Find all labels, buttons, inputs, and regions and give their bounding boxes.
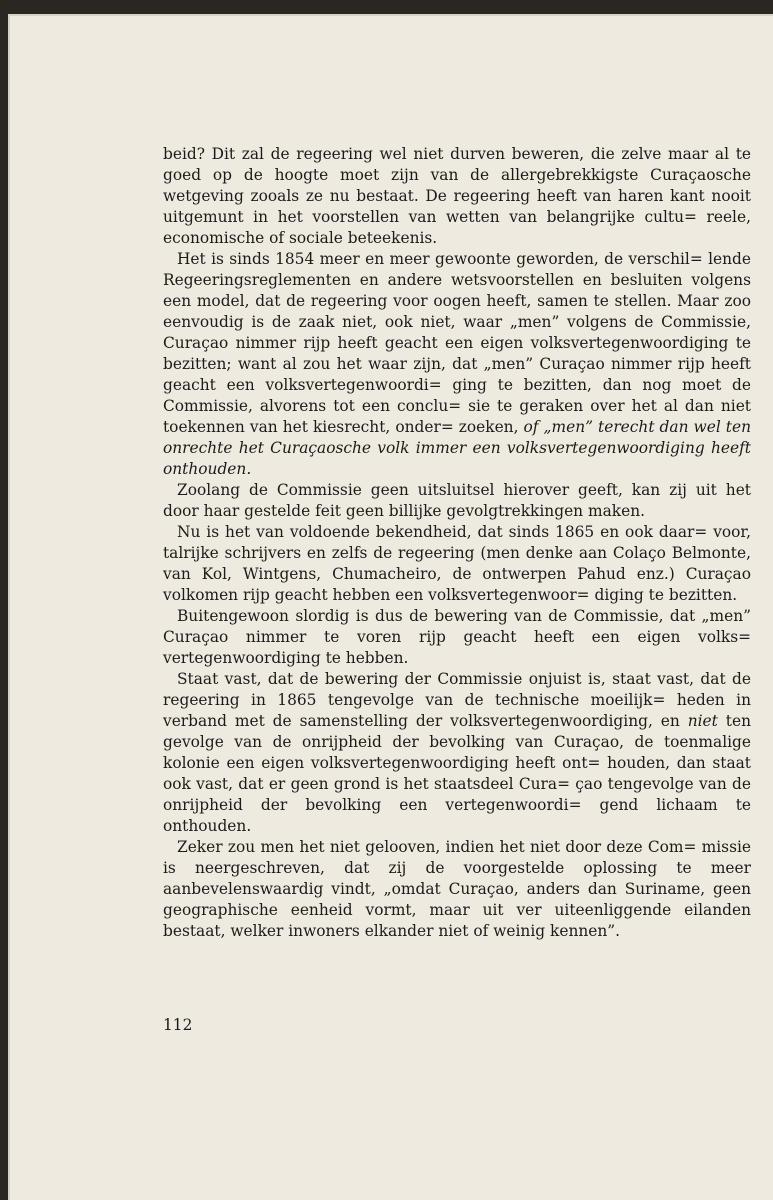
paragraph-2-text: Het is sinds 1854 meer en meer gewoonte geworden, de verschil= lende Regeeringsreglementen en andere wetsvoorstellen en besluiten volgens een model, dat de regeering voor oogen heeft, samen te stellen. Maar zoo eenvoudig is de zaak niet, ook niet, waar „men” volgens de Commissie, Curaçao nimmer rijp heeft geacht een eigen volksvertegenwoordiging te bezitten; want al zou het waar zijn, dat „men” Curaçao nimmer rijp heeft geacht een volksvertegenwoordi= ging te bezitten, dan nog moet de Commissie, alvorens tot een conclu= sie te geraken over het al dan niet toekennen van het kiesrecht, onder= zoeken, <box>163 250 751 436</box>
text-column <box>163 144 751 942</box>
paragraph-3-text: Zoolang de Commissie geen uitsluitsel hierover geeft, kan zij uit het door haar gestelde feit geen billijke gevolgtrekkingen maken. <box>163 481 751 520</box>
paragraph-5 <box>163 606 751 669</box>
page-number: 112 <box>163 1016 193 1034</box>
paragraph-5-text: Buitengewoon slordig is dus de bewering van de Commissie, dat „men” Curaçao nimmer te voren rijp geacht heeft een eigen volks= vertegenwoordiging te hebben. <box>163 607 751 667</box>
paragraph-6-italic: niet <box>687 712 718 730</box>
paragraph-4 <box>163 522 751 606</box>
paragraph-7 <box>163 837 751 942</box>
paragraph-1-text: beid? Dit zal de regeering wel niet durven beweren, die zelve maar al te goed op de hoogte moet zijn van de allergebrekkigste Curaçaosche wetgeving zooals ze nu bestaat. De regeering heeft van haren kant nooit uitgemunt in het voorstellen van wetten van belangrijke cultu= reele, economische of sociale beteekenis. <box>163 145 751 247</box>
paragraph-7-text: Zeker zou men het niet gelooven, indien het niet door deze Com= missie is neergeschreven, dat zij de voorgestelde oplossing te meer aanbevelenswaardig vindt, „omdat Curaçao, anders dan Suriname, geen geographische eenheid vormt, maar uit ver uiteenliggende eilanden bestaat, welker inwoners elkander niet of weinig kennen”. <box>163 838 751 940</box>
paragraph-3 <box>163 480 751 522</box>
paragraph-1 <box>163 144 751 249</box>
paragraph-6-text-b: ten gevolge van de onrijpheid der bevolking van Curaçao, de toenmalige kolonie een eigen volksvertegenwoordiging heeft ont= houden, dan staat ook vast, dat er geen grond is het staatsdeel Cura= çao tengevolge van de onrijpheid der bevolking een vertegenwoordi= gend lichaam te onthouden. <box>163 712 751 835</box>
paragraph-6 <box>163 669 751 837</box>
paragraph-2 <box>163 249 751 480</box>
paragraph-2-italic: of „men” terecht dan wel ten onrechte het Curaçaosche volk immer een volksvertegenwoordiging heeft onthouden. <box>163 418 751 478</box>
paragraph-6-text-a: Staat vast, dat de bewering der Commissie onjuist is, staat vast, dat de regeering in 1865 tengevolge van de technische moeilijk= heden in verband met de samenstelling der volksvertegenwoordiging, en <box>163 670 751 730</box>
book-page <box>8 14 773 1200</box>
paragraph-4-text: Nu is het van voldoende bekendheid, dat sinds 1865 en ook daar= voor, talrijke schrijvers en zelfs de regeering (men denke aan Colaço Belmonte, van Kol, Wintgens, Chumacheiro, de ontwerpen Pahud enz.) Curaçao volkomen rijp geacht hebben een volksvertegenwoor= diging te bezitten. <box>163 523 751 604</box>
